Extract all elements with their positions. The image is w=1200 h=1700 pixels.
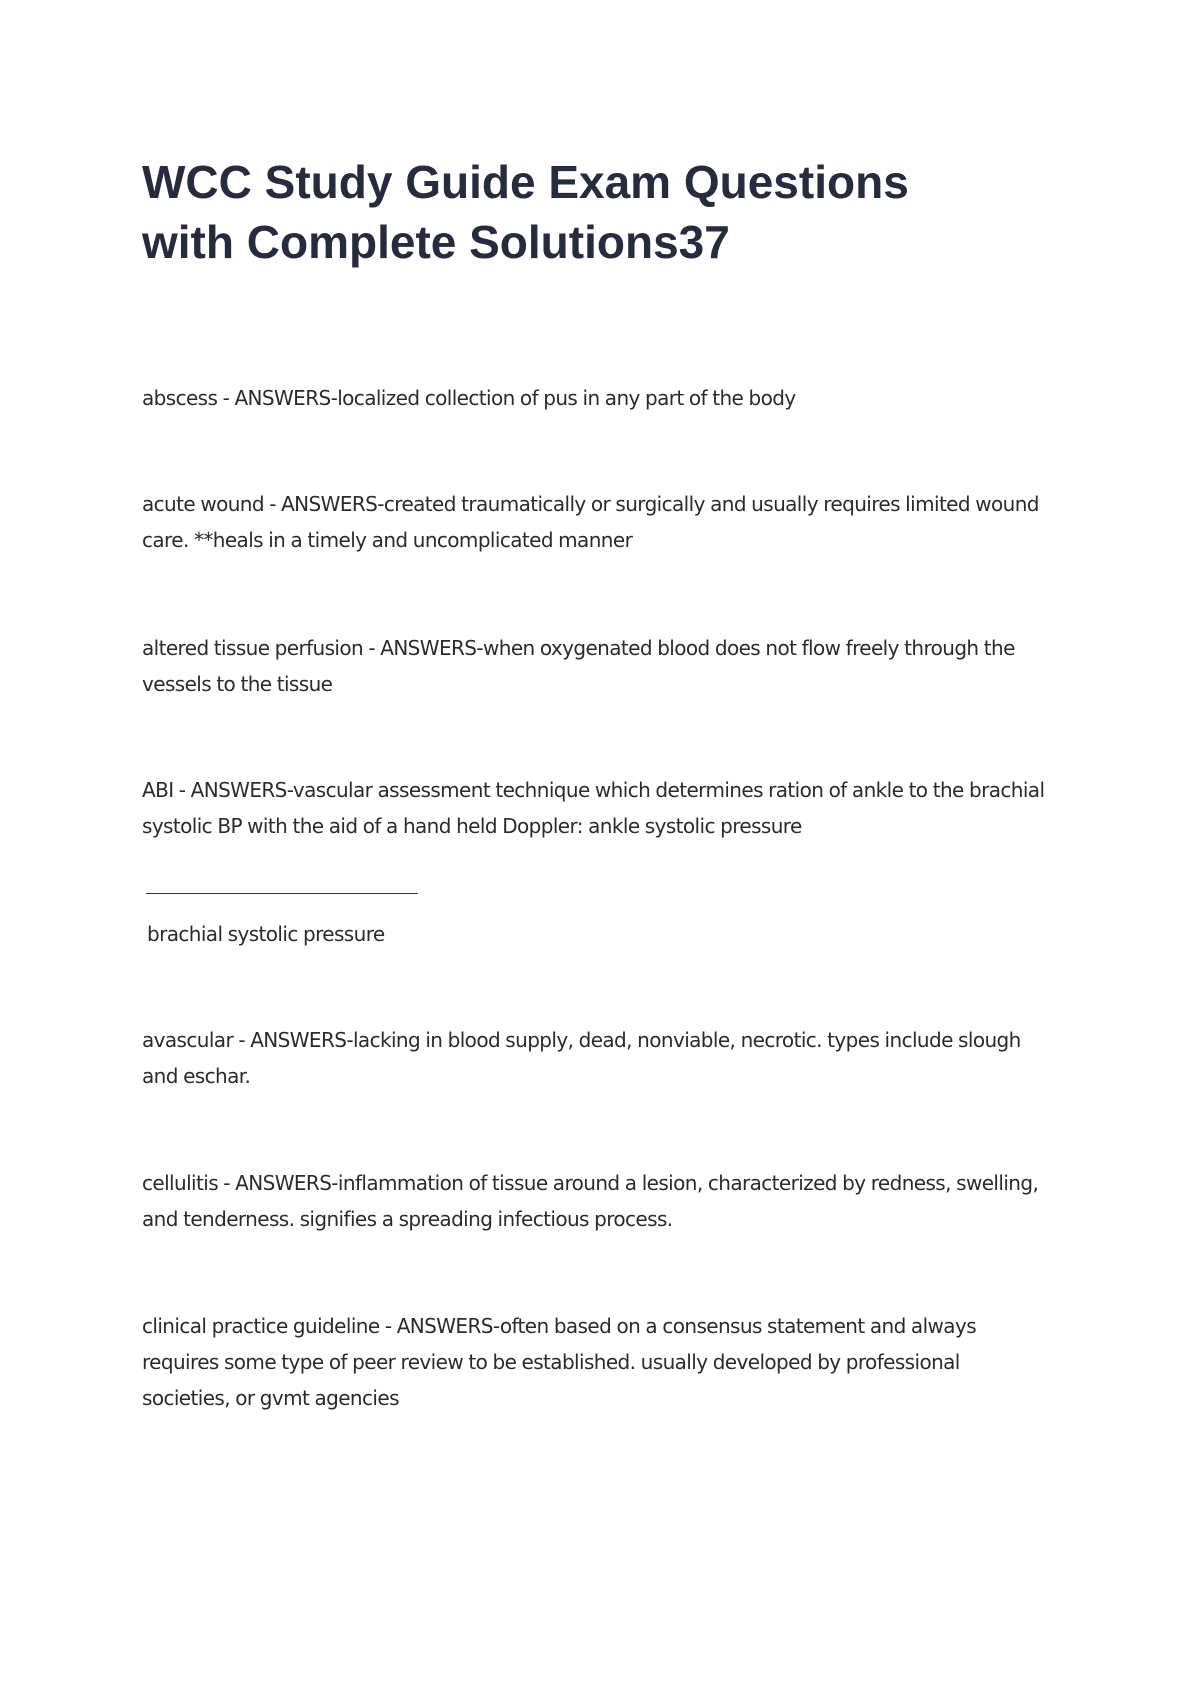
entry-abi <box>142 772 1072 844</box>
entry-text: abscess - ANSWERS-localized collection of pus in any part of the body <box>142 386 796 410</box>
entry-clinical-practice-guideline <box>142 1308 1072 1416</box>
entry-cellulitis <box>142 1165 1072 1237</box>
entry-abi-denominator <box>147 916 1077 952</box>
entry-line: care. **heals in a timely and uncomplicated manner <box>142 528 633 552</box>
entry-line: ABI - ANSWERS-vascular assessment technique which determines ration of ankle to the brachial <box>142 778 1045 802</box>
entry-line: systolic BP with the aid of a hand held Doppler: ankle systolic pressure <box>142 814 802 838</box>
entry-line: brachial systolic pressure <box>147 922 385 946</box>
fraction-divider <box>146 893 418 894</box>
entry-line: clinical practice guideline - ANSWERS-often based on a consensus statement and always <box>142 1314 977 1338</box>
entry-avascular <box>142 1022 1072 1094</box>
entry-line: and eschar. <box>142 1064 251 1088</box>
entry-line: requires some type of peer review to be established. usually developed by professional <box>142 1350 960 1374</box>
entry-abscess <box>142 380 1072 416</box>
entry-line: cellulitis - ANSWERS-inflammation of tissue around a lesion, characterized by redness, swelling, <box>142 1171 1039 1195</box>
entry-line: societies, or gvmt agencies <box>142 1386 399 1410</box>
entry-line: vessels to the tissue <box>142 672 333 696</box>
entry-line: avascular - ANSWERS-lacking in blood supply, dead, nonviable, necrotic. types include slough <box>142 1028 1021 1052</box>
document-title <box>142 152 1072 272</box>
title-line-1: WCC Study Guide Exam Questions <box>142 156 909 208</box>
entry-acute-wound <box>142 486 1072 558</box>
entry-line: altered tissue perfusion - ANSWERS-when oxygenated blood does not flow freely through the <box>142 636 1015 660</box>
entry-line: and tenderness. signifies a spreading infectious process. <box>142 1207 673 1231</box>
title-line-2: with Complete Solutions37 <box>142 216 730 268</box>
entry-altered-tissue-perfusion <box>142 630 1072 702</box>
entry-line: acute wound - ANSWERS-created traumatically or surgically and usually requires limited wound <box>142 492 1039 516</box>
